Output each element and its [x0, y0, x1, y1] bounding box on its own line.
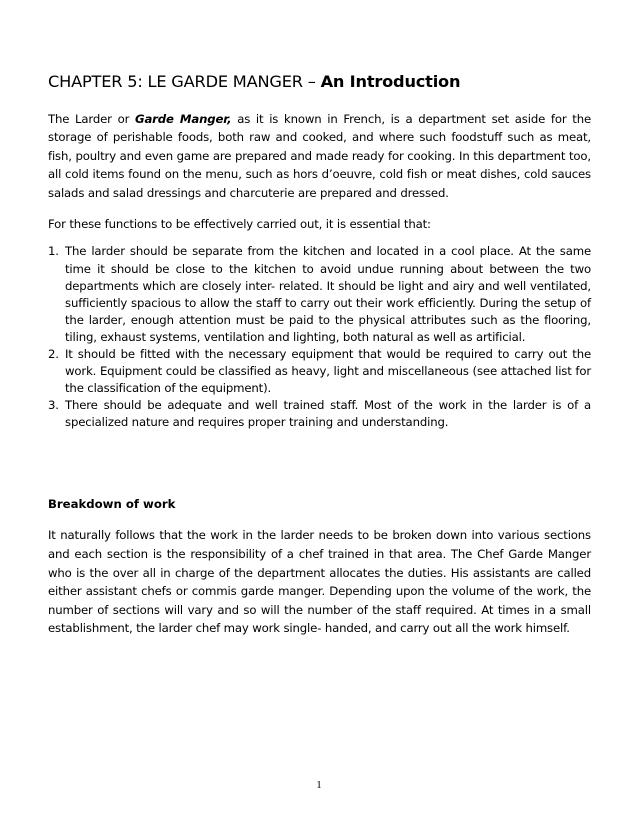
list-item-text: It should be fitted with the necessary equipment that would be required to carry out the work. Equipment could be classified as heavy, light and miscellaneous (see attached list for the classification of the equipment). [65, 347, 591, 396]
list-item [48, 397, 591, 431]
intro-before-term: The Larder or [48, 112, 135, 126]
list-item [48, 243, 591, 346]
lead-paragraph: For these functions to be effectively carried out, it is essential that: [48, 217, 431, 232]
requirements-list [48, 243, 591, 431]
chapter-title-prefix: CHAPTER 5: LE GARDE MANGER – [48, 72, 321, 91]
list-item-number: 1. [48, 244, 59, 259]
list-item-number: 3. [48, 398, 59, 413]
chapter-title-intro: An Introduction [320, 72, 461, 91]
list-item-number: 2. [48, 347, 59, 361]
page-number: 1 [316, 779, 322, 791]
intro-paragraph [48, 110, 591, 202]
list-item-text: The larder should be separate from the kitchen and located in a cool place. At the same time it should be close to the kitchen to avoid undue running about between the two departments which are closely inter- related. It should be light and airy and well ventilated, sufficiently spacious to allow the staff to carry out their work efficiently. During the setup of the larder, enough attention must be paid to the physical attributes such as the flooring, tiling, exhaust systems, ventilation and lighting, both natural as well as artificial. [65, 244, 591, 344]
intro-term: Garde Manger, [135, 112, 232, 126]
list-item [48, 346, 591, 397]
document-page [48, 72, 591, 638]
section-paragraph: It naturally follows that the work in the larder needs to be broken down into various sections and each section is the responsibility of a chef trained in that area. The Chef Garde Manger who is the over all in charge of the department allocates the duties. His assistants are called either assistant chefs or commis garde manger. Depending upon the volume of the work, the number of sections will vary and so will the number of the staff required. At times in a small establishment, the larder chef may work single- handed, and carry out all the work himself. [48, 528, 591, 636]
section-heading: Breakdown of work [48, 497, 176, 512]
list-item-text: There should be adequate and well trained staff. Most of the work in the larder is of a specialized nature and requires proper training and understanding. [65, 398, 591, 430]
intro-after-term: as it is known in French, is a department set aside for the storage of perishable foods, both raw and cooked, and where such foodstuff such as meat, fish, poultry and even game are prepared and made ready for cooking. In this department too, all cold items found on the menu, such as hors d’oeuvre, cold fish or meat dishes, cold sauces salads and salad dressings and charcuterie are prepared and dressed. [48, 112, 591, 200]
chapter-title [48, 72, 591, 91]
